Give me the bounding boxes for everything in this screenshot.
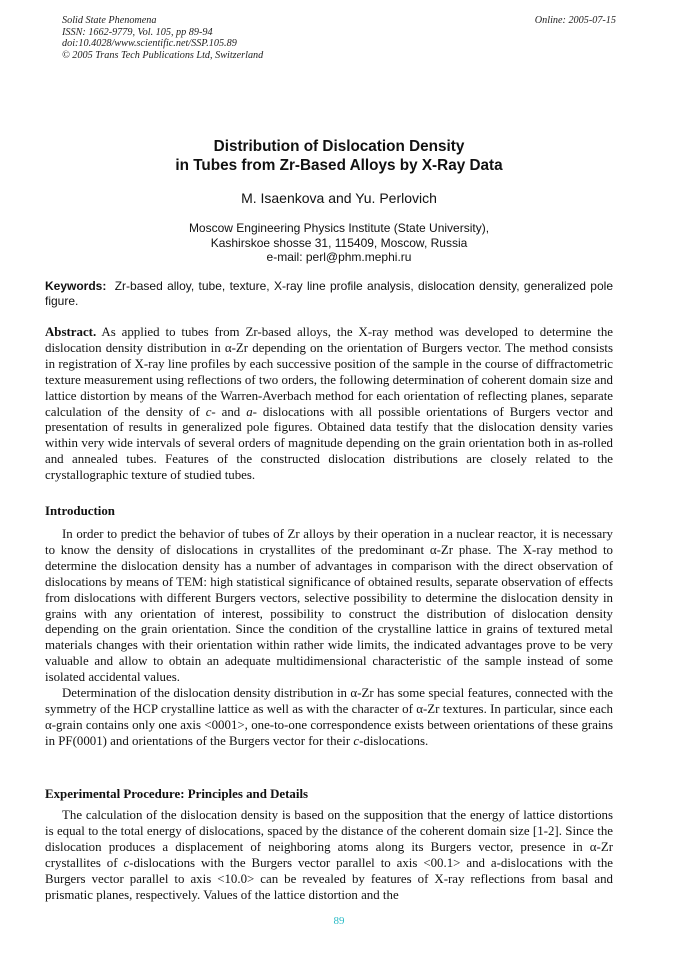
keywords-label: Keywords: bbox=[45, 279, 107, 293]
affiliation-line-1: Moscow Engineering Physics Institute (State University), bbox=[188, 221, 490, 235]
authors: M. Isaenkova and Yu. Perlovich bbox=[241, 190, 437, 206]
abstract bbox=[45, 325, 613, 484]
abstract-label: Abstract. bbox=[45, 325, 97, 339]
title-line-1: Distribution of Dislocation Density bbox=[213, 138, 465, 155]
abstract-a-term: a- bbox=[246, 404, 257, 419]
abstract-c-term: c- bbox=[205, 404, 216, 419]
abstract-text-3: dislocations with all possible orientations of Burgers vector and presentation of results in generalized pole figures. Obtained data testify that the dislocation density varies within very wide intervals of several orders of magnitude depending on the grain orientation both in as-rolled and annealed tubes. Features of the constructed dislocation distributions are closely related to the crystallographic texture of studied tubes. bbox=[45, 404, 613, 483]
copyright-line: © 2005 Trans Tech Publications Ltd, Switzerland bbox=[62, 49, 264, 61]
introduction-heading: Introduction bbox=[45, 504, 115, 518]
issn-line: ISSN: 1662-9779, Vol. 105, pp 89-94 bbox=[62, 26, 213, 38]
abstract-text-2: and bbox=[221, 404, 241, 419]
journal-header bbox=[62, 15, 263, 61]
online-date: Online: 2005-07-15 bbox=[534, 15, 616, 26]
journal-name: Solid State Phenomena bbox=[62, 15, 157, 26]
exp-p1-c-term: c- bbox=[123, 855, 134, 870]
abstract-text-1: As applied to tubes from Zr-based alloys, the X-ray method was developed to determine the dislocation density distribution in α-Zr depending on the orientation of Burgers vector. The method consists in registration of X-ray line profiles by each successive position of the sample in the course of diffractometric texture measurement using reflections of two orders, the following determination of coherent domain size and lattice distortion by means of the Warren-Averbach method for each orientation of reflecting planes, separate calculation of the density of bbox=[45, 325, 613, 419]
keywords-text: Zr-based alloy, tube, texture, X-ray line profile analysis, dislocation density, generalized pole figure. bbox=[45, 279, 613, 308]
affiliation-line-2: Kashirskoe shosse 31, 115409, Moscow, Russia bbox=[210, 235, 468, 250]
exp-p1-text-2: dislocations with the Burgers vector parallel to axis <00.1> and a-dislocations with the Burgers vector parallel to axis <10.0> can be revealed by features of X-ray reflections from basal and prismatic planes, respectively. Values of the lattice distortion and the bbox=[45, 855, 613, 902]
introduction-body bbox=[45, 527, 613, 750]
intro-p2-c-term: c- bbox=[353, 733, 364, 748]
introduction-paragraph-1: In order to predict the behavior of tubes of Zr alloys by their operation in a nuclear reactor, it is necessary to know the density of dislocations in crystallites of the predominant α-Zr phase. The X-ray method to determine the dislocation density has a number of advantages in comparison with the direct observation of dislocations by means of TEM: high statistical significance of obtained results, separate observation of effects from dislocations with different Burgers vectors, selective possibility to determine the dislocation density in grains with any orientation of interest, possibility to construct the distribution of dislocation density depending on the grain orientation. Since the condition of the crystalline lattice in grains of textured metal materials changes with their orientation within rather wide limits, the indicated advantages prove to be very valuable and allow to obtain an adequate multidimensional characteristic of the sample instead of some isolated accidental values. bbox=[45, 527, 613, 685]
paper-title bbox=[60, 138, 618, 175]
intro-p2-text-1: Determination of the dislocation density distribution in α-Zr has some special features, connected with the symmetry of the HCP crystalline lattice as well as with the character of α-Zr textures. In particular, since each α-grain contains only one axis <0001>, one-to-one correspondence exists between orientations of these grains in PF(0001) and orientations of the Burgers vector for their bbox=[45, 686, 613, 748]
experimental-heading: Experimental Procedure: Principles and Details bbox=[45, 787, 309, 801]
title-line-2: in Tubes from Zr-Based Alloys by X-Ray Data bbox=[175, 156, 503, 174]
page-number: 89 bbox=[333, 915, 345, 927]
doi-line: doi:10.4028/www.scientific.net/SSP.105.89 bbox=[62, 38, 237, 50]
keywords bbox=[45, 279, 613, 308]
exp-p1-text-1: The calculation of the dislocation density is based on the supposition that the energy of lattice distortions is equal to the total energy of dislocations, spaced by the distance of the coherent domain size [1-2]. Since the dislocation produces a displacement of neighboring atoms along its Burgers vector, presence in α-Zr crystallites of bbox=[45, 808, 613, 870]
affiliation-email: e-mail: perl@phm.mephi.ru bbox=[266, 250, 412, 265]
intro-p2-text-2: dislocations. bbox=[363, 733, 429, 748]
experimental-paragraph-1 bbox=[45, 808, 613, 903]
affiliation bbox=[60, 221, 618, 265]
experimental-body bbox=[45, 808, 613, 903]
introduction-paragraph-2 bbox=[45, 686, 613, 750]
